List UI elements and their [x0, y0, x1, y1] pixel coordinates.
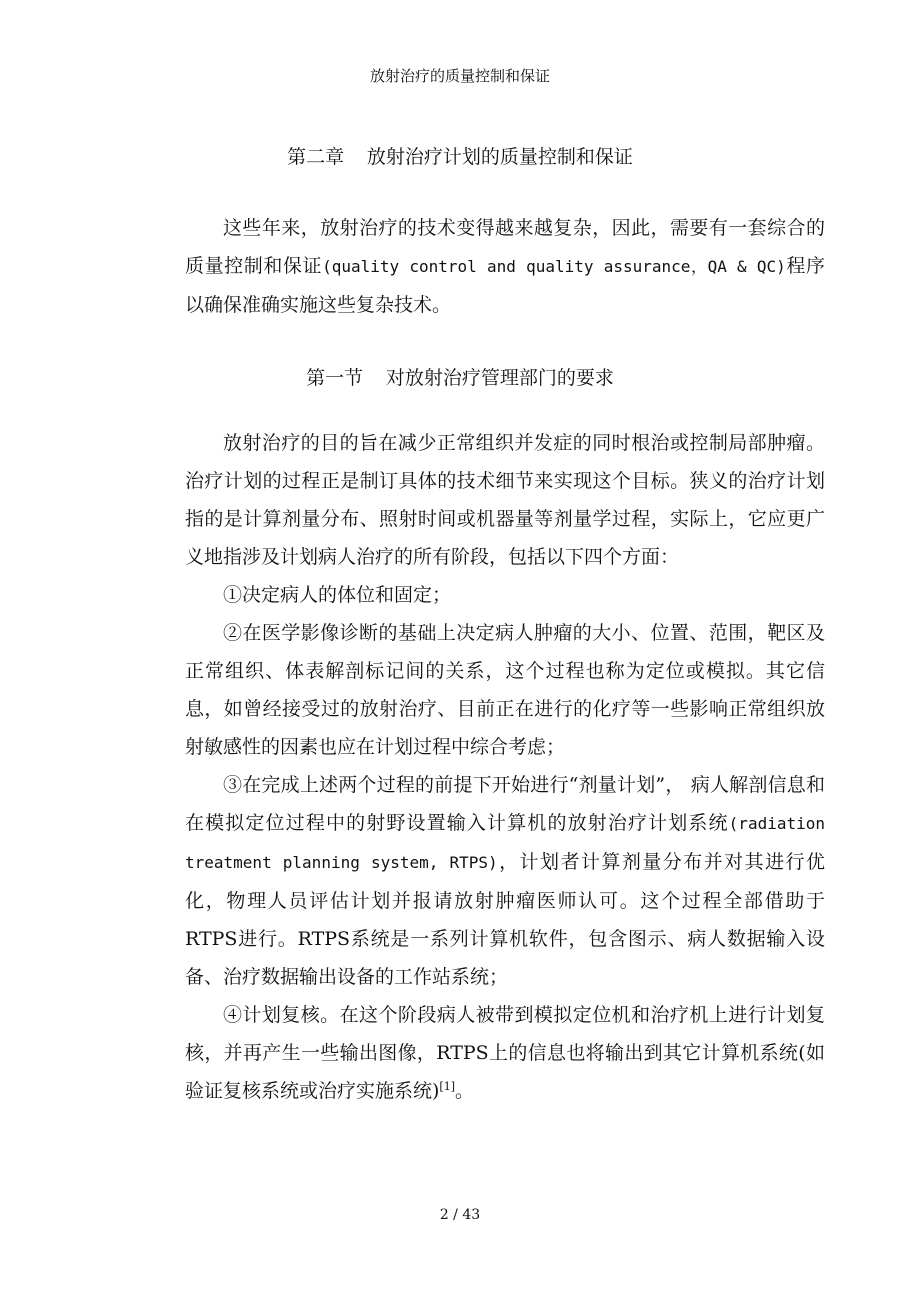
- list-item-3-text: ③在完成上述两个过程的前提下开始进行“剂量计划”， 病人解剖信息和在模拟定位过程中的射野设置输入计算机的放射治疗计划系统: [185, 774, 825, 834]
- intro-english-term: (quality control and quality assurance，QA & QC): [322, 257, 786, 276]
- list-item-4-text: ④计划复核。在这个阶段病人被带到模拟定位机和治疗机上进行计划复核，并再产生一些输出图像，RTPS上的信息也将输出到其它计算机系统(如验证复核系统或治疗实施系统): [185, 1004, 825, 1102]
- list-item-3-text-end: ，计划者计算剂量分布并对其进行优化，物理人员评估计划并报请放射肿瘤医师认可。这个过程全部借助于RTPS进行。RTPS系统是一系列计算机软件，包含图示、病人数据输入设备、治疗数据输出设备的工作站系统；: [185, 851, 825, 988]
- chapter-name: 放射治疗计划的质量控制和保证: [366, 146, 633, 168]
- intro-text: 这些年来，放射治疗的技术变得越来越复杂，因此，需要有一套综合的质量控制和保证: [185, 217, 825, 277]
- section-name: 对放射治疗管理部门的要求: [385, 367, 614, 389]
- total-pages: 43: [462, 1207, 481, 1223]
- list-item-2: ②在医学影像诊断的基础上决定病人肿瘤的大小、位置、范围，靶区及正常组织、体表解剖标记间的关系，这个过程也称为定位或模拟。其它信息，如曾经接受过的放射治疗、目前正在进行的化疗等一些影响正常组织放射敏感性的因素也应在计划过程中综合考虑；: [185, 622, 825, 758]
- list-item-4-end: 。: [455, 1080, 475, 1102]
- citation-ref: [1]: [439, 1080, 456, 1093]
- intro-text-end: 程序以确保准确实施这些复杂技术。: [185, 255, 825, 316]
- list-item-1: ①决定病人的体位和固定；: [223, 584, 452, 606]
- chapter-number: 第二章: [287, 146, 345, 168]
- intro-paragraph: [185, 209, 825, 324]
- current-page: 2: [439, 1207, 449, 1223]
- section-number: 第一节: [306, 367, 364, 389]
- page-separator: /: [448, 1207, 463, 1223]
- chapter-title: [0, 144, 920, 170]
- page-number: [0, 1207, 920, 1223]
- body-paragraph: 放射治疗的目的旨在减少正常组织并发症的同时根治或控制局部肿瘤。治疗计划的过程正是制订具体的技术细节来实现这个目标。狭义的治疗计划指的是计算剂量分布、照射时间或机器量等剂量学过程，实际上，它应更广义地指涉及计划病人治疗的所有阶段，包括以下四个方面：: [185, 432, 825, 568]
- list-item-4: [185, 996, 825, 1110]
- section-title: [0, 365, 920, 391]
- running-header: 放射治疗的质量控制和保证: [369, 67, 550, 85]
- list-item-3-english-term: (radiation treatment planning system, RTPS): [185, 814, 825, 872]
- body-text: [185, 424, 825, 1110]
- list-item-3: [185, 766, 825, 996]
